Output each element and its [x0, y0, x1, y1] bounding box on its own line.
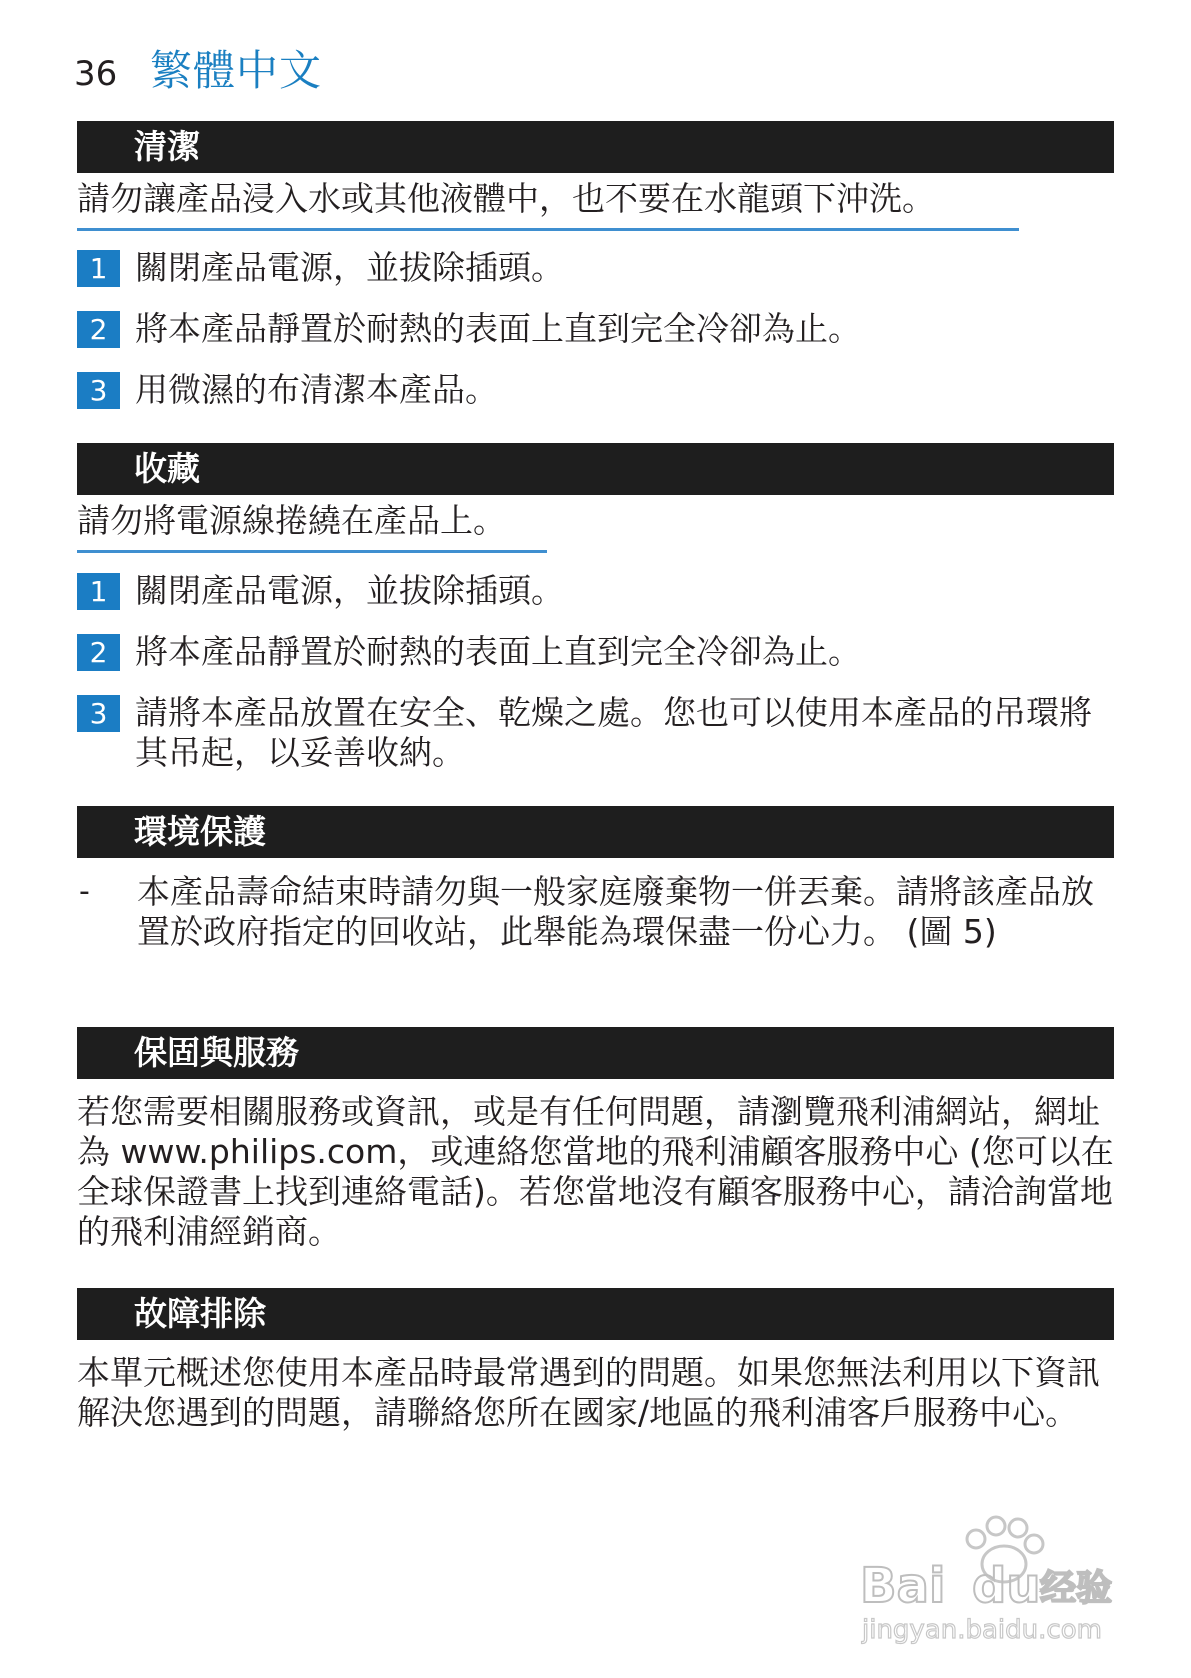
- environment-text: 本產品壽命結束時請勿與一般家庭廢棄物一併丟棄。請將該產品放置於政府指定的回收站，此舉能為環保盡一份心力。 (圖 5): [137, 872, 1094, 951]
- step-number-badge: 2: [77, 634, 120, 671]
- bullet-dash: -: [79, 874, 90, 909]
- step-number-badge: 3: [77, 372, 120, 409]
- step-text: 關閉產品電源，並拔除插頭。: [135, 571, 564, 610]
- storage-note: 請勿將電源線捲繞在產品上。: [77, 502, 547, 553]
- step-text: 將本產品靜置於耐熱的表面上直到完全冷卻為止。: [135, 309, 861, 348]
- watermark-url: jingyan.baidu.com: [862, 1615, 1102, 1645]
- cleaning-step-3: [77, 370, 1114, 410]
- step-number-badge: 1: [77, 573, 120, 610]
- cleaning-step-1: [77, 248, 1114, 288]
- section-heading-cleaning: 清潔: [77, 121, 1114, 173]
- step-text: 用微濕的布清潔本產品。: [135, 370, 498, 409]
- cleaning-note: 請勿讓產品浸入水或其他液體中，也不要在水龍頭下沖洗。: [77, 180, 1019, 231]
- step-text: 將本產品靜置於耐熱的表面上直到完全冷卻為止。: [135, 632, 861, 671]
- section-heading-warranty: 保固與服務: [77, 1027, 1114, 1079]
- storage-step-1: [77, 571, 1114, 611]
- page-language-title: 繁體中文: [150, 46, 323, 95]
- step-text: 關閉產品電源，並拔除插頭。: [135, 248, 564, 287]
- baidu-jingyan-watermark: [854, 1504, 1134, 1654]
- step-text: 請將本產品放置在安全、乾燥之處。您也可以使用本產品的吊環將其吊起，以妥善收納。: [135, 693, 1092, 772]
- step-number-badge: 1: [77, 250, 120, 287]
- warranty-text: 若您需要相關服務或資訊，或是有任何問題，請瀏覽飛利浦網站，網址為 www.philips.com，或連絡您當地的飛利浦顧客服務中心 (您可以在全球保證書上找到連絡電話)。若您當地沒有顧客服務中心，請洽詢當地的飛利浦經銷商。: [77, 1092, 1114, 1251]
- storage-step-3: [77, 693, 1114, 773]
- watermark-cn: 经验: [1040, 1568, 1113, 1609]
- storage-step-2: [77, 632, 1114, 672]
- watermark-brand-du: du: [972, 1558, 1041, 1614]
- page-header: [74, 38, 322, 98]
- environment-bullet: [77, 872, 1114, 952]
- section-heading-storage: 收藏: [77, 443, 1114, 495]
- step-number-badge: 2: [77, 311, 120, 348]
- page-number: 36: [74, 54, 118, 94]
- cleaning-step-2: [77, 309, 1114, 349]
- troubleshooting-text: 本單元概述您使用本產品時最常遇到的問題。如果您無法利用以下資訊解決您遇到的問題，請聯絡您所在國家/地區的飛利浦客戶服務中心。: [77, 1353, 1100, 1432]
- section-heading-troubleshooting: 故障排除: [77, 1288, 1114, 1340]
- section-heading-environment: 環境保護: [77, 806, 1114, 858]
- step-number-badge: 3: [77, 695, 120, 732]
- watermark-brand: Bai: [860, 1558, 946, 1614]
